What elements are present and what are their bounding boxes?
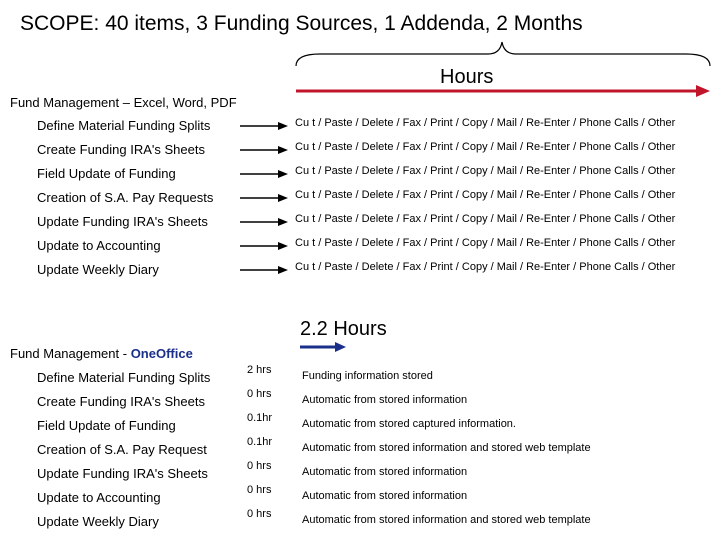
oneoffice-description: Automatic from stored information [302, 490, 468, 502]
section-oneoffice-prefix: Fund Management - [10, 346, 131, 361]
oneoffice-description: Funding information stored [302, 370, 433, 382]
oneoffice-task-label: Update Weekly Diary [37, 514, 159, 529]
oneoffice-hours-value: 2 hrs [247, 364, 272, 376]
task-arrow-head [278, 218, 288, 226]
oneoffice-hours-value: 0 hrs [247, 484, 272, 496]
manual-steps-text: Cu t / Paste / Delete / Fax / Print / Copy / Mail / Re-Enter / Phone Calls / Other [295, 165, 676, 177]
timeline-arrow-head [696, 85, 710, 97]
manual-steps-text: Cu t / Paste / Delete / Fax / Print / Copy / Mail / Re-Enter / Phone Calls / Other [295, 189, 676, 201]
manual-task-label: Update Weekly Diary [37, 262, 159, 277]
manual-steps-text: Cu t / Paste / Delete / Fax / Print / Copy / Mail / Re-Enter / Phone Calls / Other [295, 117, 676, 129]
manual-task-label: Creation of S.A. Pay Requests [37, 190, 214, 205]
oneoffice-description: Automatic from stored information [302, 394, 468, 406]
oneoffice-description: Automatic from stored information and stored web template [302, 442, 591, 454]
slide-title: SCOPE: 40 items, 3 Funding Sources, 1 Addenda, 2 Months [20, 12, 583, 35]
manual-task-label: Update Funding IRA's Sheets [37, 214, 208, 229]
task-arrow-head [278, 122, 288, 130]
task-arrow-head [278, 146, 288, 154]
manual-task-label: Create Funding IRA's Sheets [37, 142, 205, 157]
oneoffice-hours-value: 0 hrs [247, 508, 272, 520]
oneoffice-task-label: Update Funding IRA's Sheets [37, 466, 208, 481]
oneoffice-brand: OneOffice [130, 346, 193, 361]
oneoffice-description: Automatic from stored information and stored web template [302, 514, 591, 526]
hours-label: Hours [440, 66, 494, 88]
manual-steps-text: Cu t / Paste / Delete / Fax / Print / Copy / Mail / Re-Enter / Phone Calls / Other [295, 213, 676, 225]
oneoffice-task-label: Update to Accounting [37, 490, 161, 505]
manual-task-label: Field Update of Funding [37, 166, 176, 181]
oneoffice-hours-value: 0 hrs [247, 460, 272, 472]
oneoffice-task-label: Creation of S.A. Pay Request [37, 442, 207, 457]
task-arrow-head [278, 194, 288, 202]
oneoffice-hours-value: 0 hrs [247, 388, 272, 400]
manual-steps-text: Cu t / Paste / Delete / Fax / Print / Copy / Mail / Re-Enter / Phone Calls / Other [295, 237, 676, 249]
comparison-hours: 2.2 Hours [300, 318, 387, 340]
oneoffice-hours-value: 0.1hr [247, 412, 273, 424]
oneoffice-description: Automatic from stored captured information. [302, 418, 516, 430]
curly-brace [296, 42, 710, 66]
section-manual-title: Fund Management – Excel, Word, PDF [10, 95, 237, 110]
task-arrow-head [278, 266, 288, 274]
task-arrow-head [278, 170, 288, 178]
oneoffice-task-label: Define Material Funding Splits [37, 370, 211, 385]
manual-steps-text: Cu t / Paste / Delete / Fax / Print / Copy / Mail / Re-Enter / Phone Calls / Other [295, 141, 676, 153]
short-arrow-head [335, 342, 346, 352]
oneoffice-hours-value: 0.1hr [247, 436, 273, 448]
oneoffice-task-label: Field Update of Funding [37, 418, 176, 433]
oneoffice-description: Automatic from stored information [302, 466, 468, 478]
oneoffice-task-label: Create Funding IRA's Sheets [37, 394, 205, 409]
manual-task-arrows [240, 122, 288, 274]
task-arrow-head [278, 242, 288, 250]
manual-steps-text: Cu t / Paste / Delete / Fax / Print / Copy / Mail / Re-Enter / Phone Calls / Other [295, 261, 676, 273]
manual-task-label: Define Material Funding Splits [37, 118, 211, 133]
manual-task-label: Update to Accounting [37, 238, 161, 253]
section-oneoffice-title [10, 346, 193, 361]
